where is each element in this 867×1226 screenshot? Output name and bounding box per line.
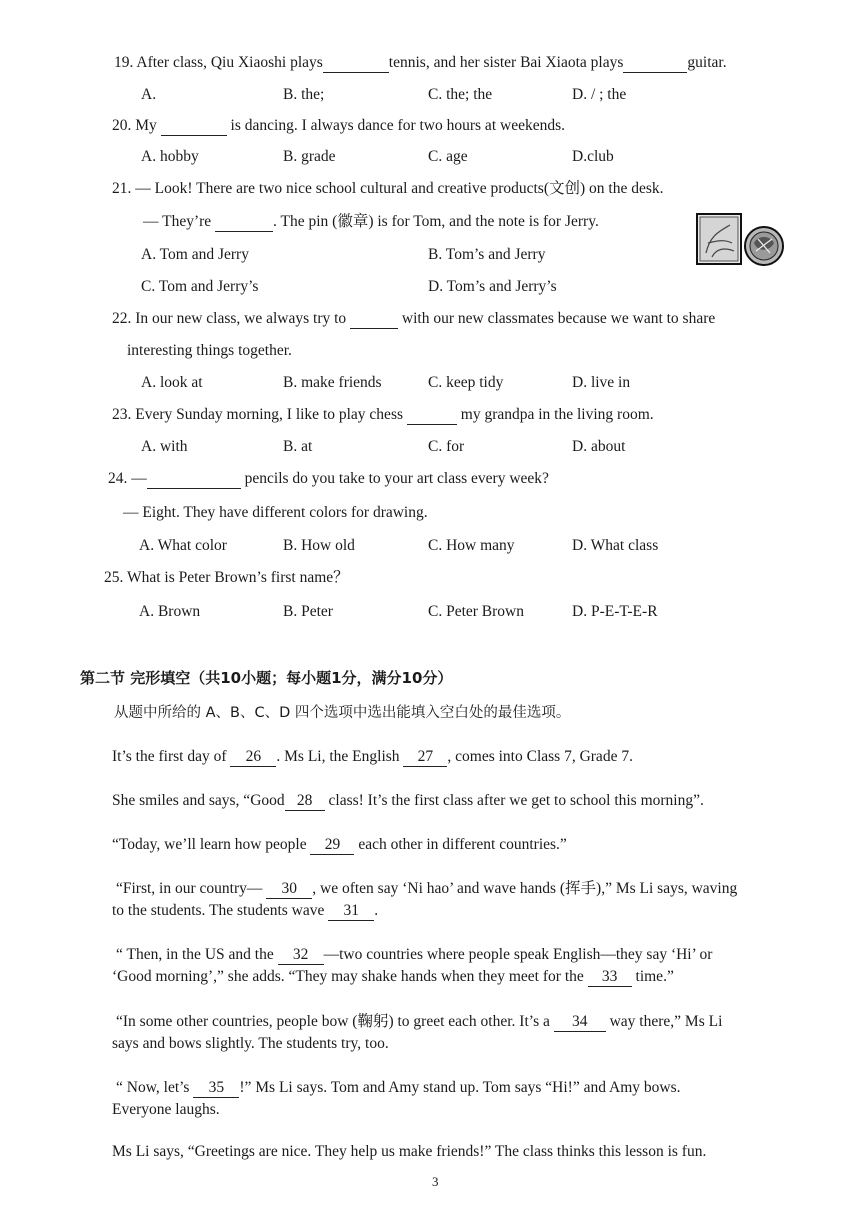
q19-option-c: C. the; the — [428, 86, 493, 103]
passage-text: She smiles and says, “Good — [112, 792, 285, 809]
q20-option-a: A. hobby — [141, 148, 199, 165]
q24-text-1: 24. — — [108, 470, 147, 487]
passage-line-2 — [112, 791, 704, 811]
blank-28: 28 — [285, 792, 325, 811]
q23-option-d: D. about — [572, 438, 626, 455]
q21-option-a: A. Tom and Jerry — [141, 246, 249, 263]
q19-text-2: tennis, and her sister Bai Xiaota plays — [388, 54, 624, 71]
passage-text: . Ms Li, the English — [276, 748, 400, 765]
q24-option-c: C. How many — [428, 537, 515, 554]
q20-text-1: 20. My — [112, 117, 157, 134]
q25-stem: 25. What is Peter Brown’s first name？ — [104, 569, 349, 586]
blank-33: 33 — [588, 968, 632, 987]
q22-text-2: with our new classmates because we want to share — [401, 310, 716, 327]
q20-option-c: C. age — [428, 148, 468, 165]
passage-text: to the students. The students wave — [112, 902, 325, 919]
q19-option-d: D. / ; the — [572, 86, 627, 103]
blank-30: 30 — [266, 880, 312, 899]
q23-text-2: my grandpa in the living room. — [460, 406, 654, 423]
passage-line-6 — [116, 945, 712, 965]
passage-text: “In some other countries, people bow (鞠躬) to greet each other. It’s a — [116, 1013, 550, 1030]
q23-option-b: B. at — [283, 438, 313, 455]
q20-stem — [112, 116, 565, 136]
q22-option-d: D. live in — [572, 374, 631, 391]
note-and-pin-picture — [696, 213, 784, 269]
q22-option-a: A. look at — [141, 374, 203, 391]
q21-reply — [143, 212, 599, 232]
passage-text: , comes into Class 7, Grade 7. — [447, 748, 633, 765]
q24-reply: — Eight. They have different colors for drawing. — [123, 504, 428, 521]
passage-text: —two countries where people speak English—they say ‘Hi’ or — [323, 946, 713, 963]
passage-text: . — [374, 902, 379, 919]
blank-26: 26 — [230, 748, 276, 767]
q24-blank — [147, 470, 241, 489]
passage-text: “ Now, let’s — [116, 1079, 190, 1096]
q19-stem — [114, 53, 727, 73]
passage-line-10 — [116, 1078, 680, 1098]
passage-line-3 — [112, 835, 567, 855]
passage-line-1 — [112, 747, 633, 767]
q24-text-2: pencils do you take to your art class every week? — [244, 470, 549, 487]
passage-text: !” Ms Li says. Tom and Amy stand up. Tom says “Hi!” and Amy bows. — [239, 1079, 681, 1096]
passage-text: “ Then, in the US and the — [116, 946, 274, 963]
q21-option-c: C. Tom and Jerry’s — [141, 278, 259, 295]
passage-text: It’s the first day of — [112, 748, 227, 765]
passage-line-4 — [116, 879, 737, 899]
passage-line-7 — [112, 967, 674, 987]
q24-option-d: D. What class — [572, 537, 659, 554]
q20-blank — [161, 117, 227, 136]
q21-reply-text-1: — They’re — [143, 213, 212, 230]
blank-31: 31 — [328, 902, 374, 921]
q21-stem: 21. — Look! There are two nice school cultural and creative products(文创) on the desk. — [112, 180, 664, 197]
q25-option-a: A. Brown — [139, 603, 201, 620]
q23-option-a: A. with — [141, 438, 188, 455]
q23-blank — [407, 406, 457, 425]
passage-text: “First, in our country— — [116, 880, 263, 897]
q24-option-a: A. What color — [139, 537, 227, 554]
passage-text: “Today, we’ll learn how people — [112, 836, 307, 853]
q19-text-1: 19. After class, Qiu Xiaoshi plays — [114, 54, 323, 71]
q23-text-1: 23. Every Sunday morning, I like to play chess — [112, 406, 404, 423]
q24-stem — [108, 469, 549, 489]
q19-blank-1 — [323, 54, 389, 73]
blank-34: 34 — [554, 1013, 606, 1032]
q21-reply-text-2: . The pin (徽章) is for Tom, and the note is for Jerry. — [273, 213, 599, 230]
passage-line-8 — [116, 1012, 722, 1032]
q19-text-3: guitar. — [687, 54, 727, 71]
q20-option-b: B. grade — [283, 148, 336, 165]
section-title: 第二节 完形填空（共10小题；每小题1分，满分10分） — [80, 669, 453, 687]
blank-29: 29 — [310, 836, 354, 855]
q22-stem-continued: interesting things together. — [127, 342, 292, 359]
q25-option-c: C. Peter Brown — [428, 603, 525, 620]
section-instruction: 从题中所给的 A、B、C、D 四个选项中选出能填入空白处的最佳选项。 — [114, 705, 571, 721]
q24-option-b: B. How old — [283, 537, 355, 554]
page-number: 3 — [432, 1174, 439, 1189]
q22-option-b: B. make friends — [283, 374, 382, 391]
q22-blank — [350, 310, 398, 329]
q19-blank-2 — [623, 54, 687, 73]
q23-option-c: C. for — [428, 438, 465, 455]
passage-line-12: Ms Li says, “Greetings are nice. They help us make friends!” The class thinks this lesson is fun. — [112, 1143, 707, 1160]
q21-option-b: B. Tom’s and Jerry — [428, 246, 546, 263]
q20-option-d: D.club — [572, 148, 614, 165]
passage-line-11: Everyone laughs. — [112, 1101, 220, 1118]
q19-option-a: A. — [141, 86, 157, 103]
passage-line-5 — [112, 901, 378, 921]
q22-option-c: C. keep tidy — [428, 374, 504, 391]
q21-option-d: D. Tom’s and Jerry’s — [428, 278, 557, 295]
q20-text-2: is dancing. I always dance for two hours at weekends. — [230, 117, 565, 134]
passage-text: , we often say ‘Ni hao’ and wave hands (挥手),” Ms Li says, waving — [312, 880, 738, 897]
q25-option-d: D. P-E-T-E-R — [572, 603, 658, 620]
passage-text: time.” — [635, 968, 674, 985]
q22-stem — [112, 309, 715, 329]
passage-text: ‘Good morning’,” she adds. “They may shake hands when they meet for the — [112, 968, 584, 985]
blank-32: 32 — [278, 946, 324, 965]
q21-blank — [215, 213, 273, 232]
passage-line-9: says and bows slightly. The students try, too. — [112, 1035, 389, 1052]
q23-stem — [112, 405, 654, 425]
blank-27: 27 — [403, 748, 447, 767]
q19-option-b: B. the; — [283, 86, 325, 103]
passage-text: each other in different countries.” — [358, 836, 567, 853]
passage-text: way there,” Ms Li — [609, 1013, 723, 1030]
q25-option-b: B. Peter — [283, 603, 333, 620]
blank-35: 35 — [193, 1079, 239, 1098]
passage-text: class! It’s the first class after we get to school this morning”. — [328, 792, 704, 809]
q22-text-1: 22. In our new class, we always try to — [112, 310, 347, 327]
